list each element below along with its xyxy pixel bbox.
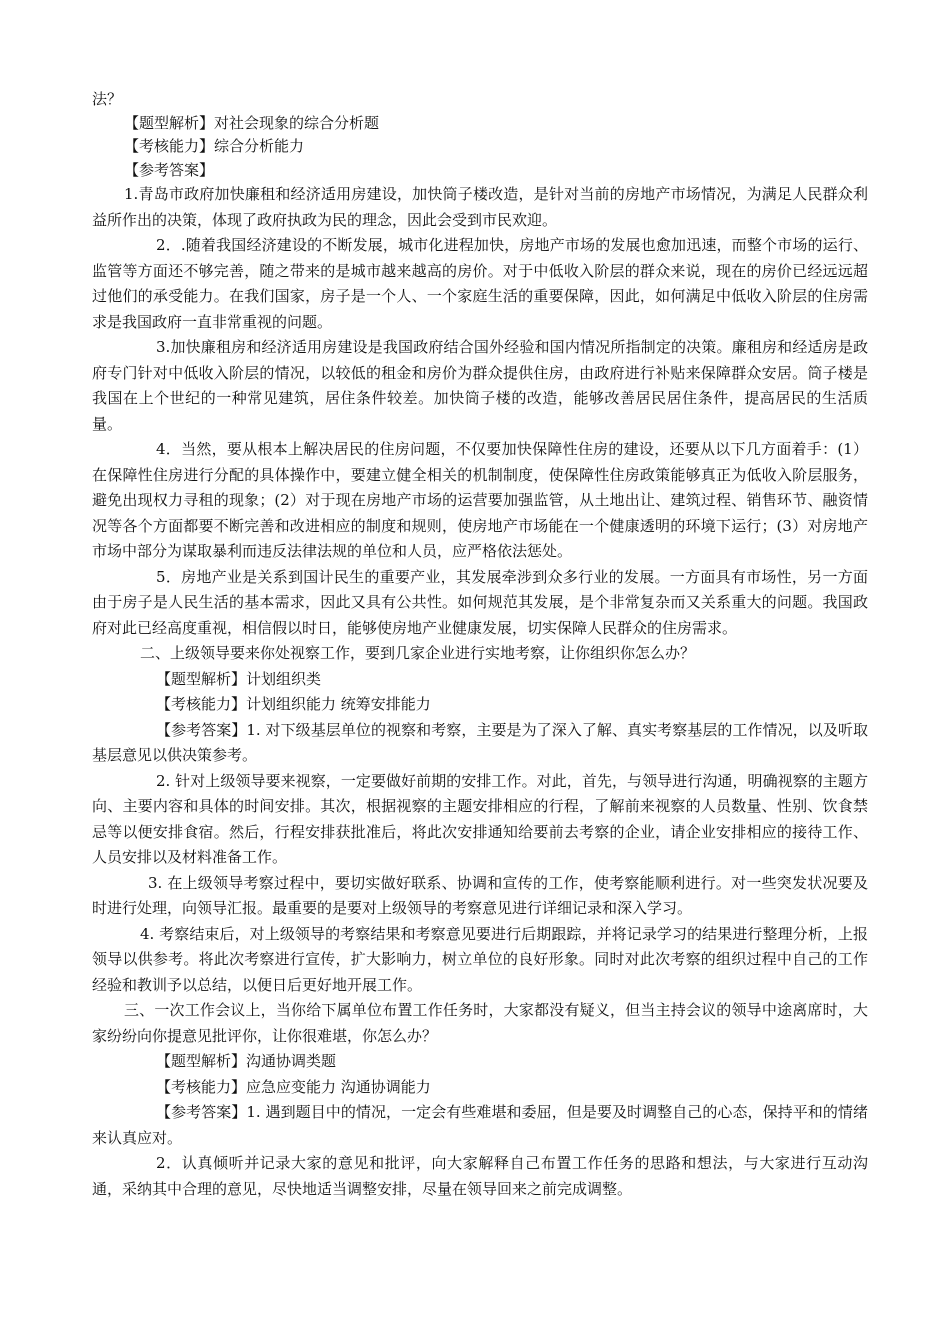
document-page — [92, 88, 868, 1202]
q2-answer-1: 【参考答案】1. 对下级基层单位的视察和考察，主要是为了深入了解、真实考察基层的工作情况，以及听取基层意见以供决策参考。 — [92, 720, 868, 765]
q2-answer-2: 2. 针对上级领导要来视察，一定要做好前期的安排工作。对此，首先，与领导进行沟通，明确视察的主题方向、主要内容和具体的时间安排。其次，根据视察的主题安排相应的行程，了解前来视察的人员数量、性别、饮食禁忌等以便安排食宿。然后，行程安排获批准后，将此次安排通知给要前去考察的企业，请企业安排相应的接待工作、人员安排以及材料准备工作。 — [92, 771, 868, 867]
question-type-label: 【题型解析】对社会现象的综合分析题 — [124, 113, 380, 132]
q2-type-label: 【题型解析】计划组织类 — [156, 669, 322, 688]
answer-label: 【参考答案】 — [124, 160, 215, 179]
q2-answer-3: 3. 在上级领导考察过程中，要切实做好联系、协调和宣传的工作，使考察能顺利进行。对一些突发状况要及时进行处理，向领导汇报。最重要的是要对上级领导的考察意见进行详细记录和深入学习。 — [92, 873, 868, 918]
q3-title: 三、一次工作会议上，当你给下属单位布置工作任务时，大家都没有疑义，但当主持会议的领导中途离席时，大家纷纷向你提意见批评你，让你很难堪，你怎么办？ — [92, 1001, 868, 1045]
q3-type-label: 【题型解析】沟通协调类题 — [156, 1052, 337, 1071]
q1-answer-paragraph-4: 4．当然，要从根本上解决居民的住房问题，不仅要加快保障性住房的建设，还要从以下几方面着手：(1）在保障性住房进行分配的具体操作中，要建立健全相关的机制制度，使保障性住房政策能够真正为低收入阶层服务，避免出现权力寻租的现象；(2）对于现在房地产市场的运营要加强监管，从土地出让、建筑过程、销售环节、融资情况等各个方面都要不断完善和改进相应的制度和规则，使房地产市场能在一个健康透明的环境下运行；(3）对房地产市场中部分为谋取暴利而违反法律法规的单位和人员，应严格依法惩处。 — [92, 440, 868, 561]
q2-title: 二、上级领导要来你处视察工作，要到几家企业进行实地考察，让你组织你怎么办？ — [140, 644, 696, 663]
text-line: 法？ — [92, 90, 123, 108]
q2-ability-label: 【考核能力】计划组织能力 统筹安排能力 — [156, 695, 431, 714]
q1-answer-paragraph-5: 5．房地产业是关系到国计民生的重要产业，其发展牵涉到众多行业的发展。一方面具有市场性，另一方面由于房子是人民生活的基本需求，因此又具有公共性。如何规范其发展，是个非常复杂而又关系重大的问题。我国政府对此已经高度重视，相信假以时日，能够使房地产业健康发展，切实保障人民群众的住房需求。 — [92, 567, 868, 637]
q2-answer-4: 4. 考察结束后，对上级领导的考察结果和考察意见要进行后期跟踪，并将记录学习的结果进行整理分析，上报领导以供参考。将此次考察进行宣传，扩大影响力，树立单位的良好形象。同时对此次考察的组织过程中自己的工作经验和教训予以总结，以便日后更好地开展工作。 — [92, 924, 868, 994]
q1-answer-paragraph-3: 3.加快廉租房和经济适用房建设是我国政府结合国外经验和国内情况所指制定的决策。廉租房和经适房是政府专门针对中低收入阶层的情况，以较低的租金和房价为群众提供住房，由政府进行补贴来保障群众安居。筒子楼是我国在上个世纪的一种常见建筑，居住条件较差。加快筒子楼的改造，能够改善居民居住条件，提高居民的生活质量。 — [92, 338, 868, 433]
ability-label: 【考核能力】综合分析能力 — [124, 137, 305, 156]
q3-answer-2: 2．认真倾听并记录大家的意见和批评，向大家解释自己布置工作任务的思路和想法，与大家进行互动沟通，采纳其中合理的意见，尽快地适当调整安排，尽量在领导回来之前完成调整。 — [92, 1154, 868, 1198]
q1-answer-paragraph-2: 2．.随着我国经济建设的不断发展，城市化进程加快，房地产市场的发展也愈加迅速，而整个市场的运行、监管等方面还不够完善，随之带来的是城市越来越高的房价。对于中低收入阶层的群众来说，现在的房价已经远远超过他们的承受能力。在我们国家，房子是一个人、一个家庭生活的重要保障，因此，如何满足中低收入阶层的住房需求是我国政府一直非常重视的问题。 — [92, 236, 868, 331]
q3-answer-1: 【参考答案】1. 遇到题目中的情况，一定会有些难堪和委屈，但是要及时调整自己的心态，保持平和的情绪来认真应对。 — [92, 1103, 868, 1147]
q1-answer-paragraph-1: 1.青岛市政府加快廉租和经济适用房建设，加快筒子楼改造，是针对当前的房地产市场情况，为满足人民群众利益所作出的决策，体现了政府执政为民的理念，因此会受到市民欢迎。 — [92, 185, 868, 229]
q3-ability-label: 【考核能力】应急应变能力 沟通协调能力 — [156, 1077, 431, 1096]
